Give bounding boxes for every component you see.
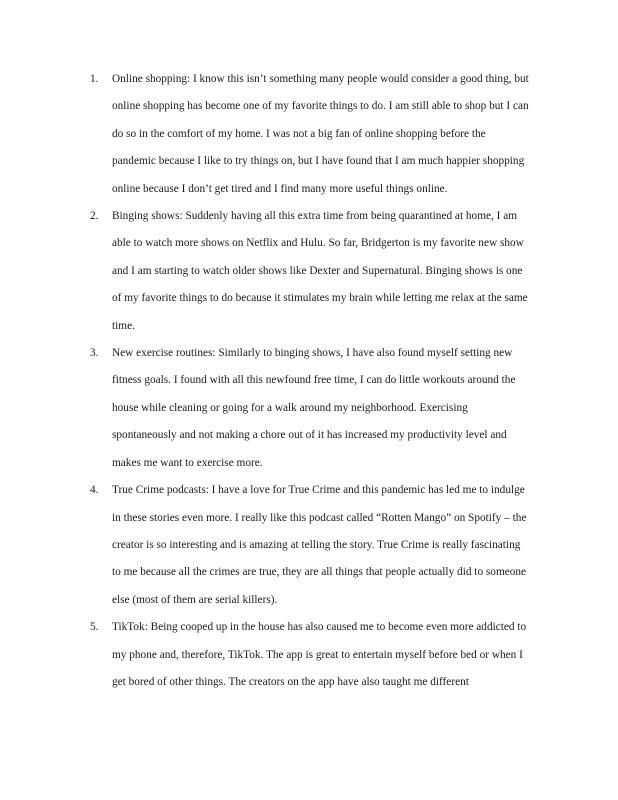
list-item-number: 1. xyxy=(90,73,99,85)
list-item xyxy=(90,340,530,477)
list-item xyxy=(90,66,530,203)
list-item-number: 3. xyxy=(90,347,99,360)
list-item-number: 5. xyxy=(90,621,99,634)
list-item-number: 2. xyxy=(90,210,99,223)
list-item-text: True Crime podcasts: I have a love for True Crime and this pandemic has led me to indulge in these stories even more. I really like this podcast called “Rotten Mango” on Spotify – the creator is so interesting and is amazing at telling the story. True Crime is really fascinating to me because all the crimes are true, they are all things that people actually did to someone else (most of them are serial killers). xyxy=(112,484,527,606)
numbered-list xyxy=(90,66,530,696)
list-item-number: 4. xyxy=(90,484,99,497)
list-item-text: Online shopping: I know this isn’t something many people would consider a good thing, but online shopping has become one of my favorite things to do. I am still able to shop but I can do so in the comfort of my home. I was not a big fan of online shopping before the pandemic because I like to try things on, but I have found that I am much happier shopping online because I don’t get tired and I find many more useful things online. xyxy=(112,73,529,195)
list-item-text: TikTok: Being cooped up in the house has also caused me to become even more addicted to my phone and, therefore, TikTok. The app is great to entertain myself before bed or when I get bored of other things. The creators on the app have also taught me different xyxy=(112,621,527,688)
list-item xyxy=(90,477,530,614)
list-item xyxy=(90,614,530,696)
list-item xyxy=(90,203,530,340)
list-item-text: New exercise routines: Similarly to binging shows, I have also found myself setting new fitness goals. I found with all this newfound free time, I can do little workouts around the house while cleaning or going for a walk around my neighborhood. Exercising spontaneously and not making a chore out of it has increased my productivity level and makes me want to exercise more. xyxy=(112,347,516,469)
list-item-text: Binging shows: Suddenly having all this extra time from being quarantined at home, I am able to watch more shows on Netflix and Hulu. So far, Bridgerton is my favorite new show and I am starting to watch older shows like Dexter and Supernatural. Binging shows is one of my favorite things to do because it stimulates my brain while letting me relax at the same time. xyxy=(112,210,528,332)
